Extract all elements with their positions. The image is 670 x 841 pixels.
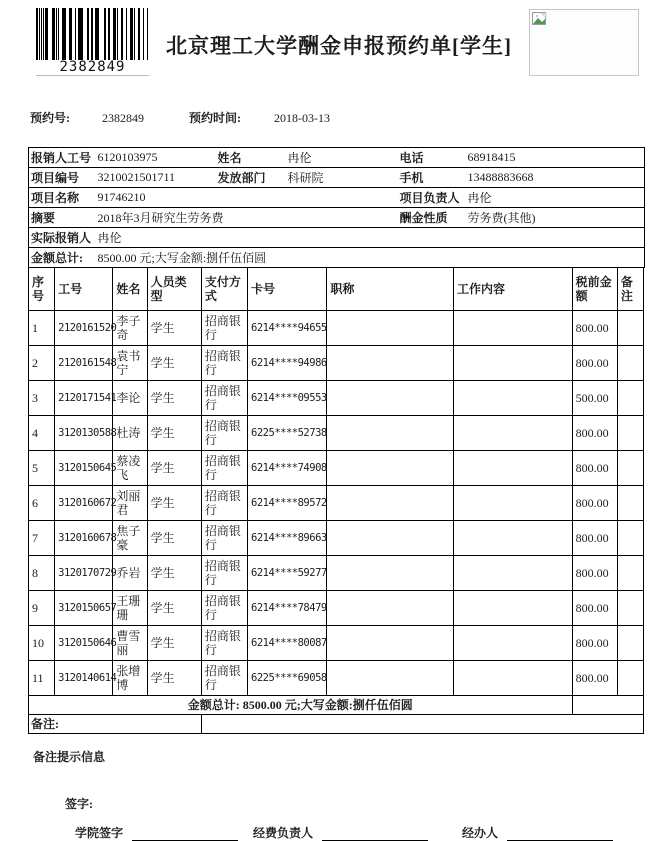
table-cell: 800.00 (572, 521, 617, 556)
table-cell: 6214****09553 (248, 381, 327, 416)
detail-table-foot (29, 696, 644, 734)
table-cell: 招商银行 (201, 346, 247, 381)
table-cell: 刘丽君 (113, 486, 147, 521)
info-value: 8500.00 元;大写金额:捌仟伍佰圆 (96, 248, 645, 268)
table-cell (617, 416, 643, 451)
table-cell: 4 (29, 416, 55, 451)
total-text: 金额总计: 8500.00 元;大写金额:捌仟伍佰圆 (29, 696, 573, 715)
info-label: 项目名称 (29, 188, 96, 208)
table-row (29, 381, 644, 416)
info-label: 姓名 (217, 151, 242, 165)
sign-line-handler (507, 827, 613, 841)
table-cell: 800.00 (572, 451, 617, 486)
table-cell (454, 661, 573, 696)
info-row (29, 188, 645, 208)
col-header-title: 职称 (327, 268, 454, 311)
info-value: 2018年3月研究生劳务费 (96, 208, 398, 228)
info-row (29, 248, 645, 268)
table-cell (327, 346, 454, 381)
table-row (29, 521, 644, 556)
col-header-amount: 税前金额 (572, 268, 617, 311)
image-placeholder (529, 9, 639, 76)
table-cell: 3120150646 (55, 626, 113, 661)
col-header-card: 卡号 (248, 268, 327, 311)
table-cell: 10 (29, 626, 55, 661)
info-label: 电话 (399, 151, 424, 165)
table-cell (454, 346, 573, 381)
table-row (29, 311, 644, 346)
info-label: 报销人工号 (31, 151, 92, 165)
table-cell: 7 (29, 521, 55, 556)
table-cell: 800.00 (572, 416, 617, 451)
info-value: 科研院 (286, 168, 398, 188)
barcode-bars-icon (36, 8, 148, 60)
info-label: 项目编号 (29, 168, 96, 188)
info-row (29, 168, 645, 188)
table-cell: 6214****59277 (248, 556, 327, 591)
info-label: 金额总计: (29, 248, 96, 268)
info-value: 6120103975 (97, 150, 158, 164)
sign-field-college: 学院签字 (75, 826, 124, 840)
table-cell (327, 661, 454, 696)
table-cell (327, 591, 454, 626)
table-cell (454, 556, 573, 591)
table-cell: 学生 (147, 626, 201, 661)
table-cell: 6214****89572 (248, 486, 327, 521)
col-header-payment: 支付方式 (201, 268, 247, 311)
table-row (29, 661, 644, 696)
table-cell: 3120160672 (55, 486, 113, 521)
sign-line-funds-owner (322, 827, 428, 841)
table-row (29, 346, 644, 381)
table-cell: 招商银行 (201, 416, 247, 451)
table-cell: 2120161548 (55, 346, 113, 381)
table-cell (617, 486, 643, 521)
table-cell: 杜涛 (113, 416, 147, 451)
table-cell: 2 (29, 346, 55, 381)
table-cell: 学生 (147, 451, 201, 486)
table-cell: 6 (29, 486, 55, 521)
table-cell (617, 381, 643, 416)
info-value: 91746210 (96, 188, 398, 208)
table-cell: 招商银行 (201, 451, 247, 486)
table-cell (454, 451, 573, 486)
table-cell (617, 591, 643, 626)
table-cell (617, 661, 643, 696)
info-value: 冉伦 (96, 228, 645, 248)
table-cell: 1 (29, 311, 55, 346)
table-cell: 李子奇 (113, 311, 147, 346)
table-cell: 800.00 (572, 486, 617, 521)
reservation-no-value: 2382849 (102, 111, 144, 125)
table-cell (617, 346, 643, 381)
table-cell: 招商银行 (201, 591, 247, 626)
reservation-line (30, 109, 670, 123)
page-header (0, 0, 670, 82)
col-header-seq: 序号 (29, 268, 55, 311)
table-cell: 乔岩 (113, 556, 147, 591)
table-cell: 学生 (147, 416, 201, 451)
sign-field-funds-owner: 经费负责人 (253, 826, 314, 840)
table-cell: 500.00 (572, 381, 617, 416)
remark-hint: 备注提示信息 (33, 750, 106, 764)
table-cell (454, 311, 573, 346)
table-cell (327, 521, 454, 556)
table-cell: 蔡凌飞 (113, 451, 147, 486)
table-cell: 6214****80087 (248, 626, 327, 661)
table-cell: 王珊珊 (113, 591, 147, 626)
table-cell: 3120130588 (55, 416, 113, 451)
sign-field-handler: 经办人 (462, 826, 499, 840)
table-cell: 800.00 (572, 346, 617, 381)
table-cell: 800.00 (572, 626, 617, 661)
table-cell (454, 591, 573, 626)
table-cell: 6214****89663 (248, 521, 327, 556)
table-cell (617, 451, 643, 486)
barcode (36, 8, 149, 76)
table-cell (617, 521, 643, 556)
table-cell (327, 626, 454, 661)
table-cell: 8 (29, 556, 55, 591)
table-cell (327, 416, 454, 451)
col-header-remark: 备注 (617, 268, 643, 311)
table-cell (454, 381, 573, 416)
table-cell (454, 521, 573, 556)
table-row (29, 591, 644, 626)
table-cell (327, 451, 454, 486)
info-row (29, 228, 645, 248)
table-cell (454, 626, 573, 661)
info-value: 3210021501711 (96, 168, 216, 188)
table-cell: 800.00 (572, 591, 617, 626)
table-cell: 6214****74908 (248, 451, 327, 486)
table-cell: 5 (29, 451, 55, 486)
table-cell (454, 486, 573, 521)
sign-line-college (132, 827, 238, 841)
table-cell: 招商银行 (201, 486, 247, 521)
table-cell: 800.00 (572, 556, 617, 591)
total-row (29, 696, 644, 715)
table-row (29, 451, 644, 486)
remark-label: 备注: (29, 715, 202, 734)
table-cell: 学生 (147, 591, 201, 626)
table-cell (327, 486, 454, 521)
table-cell (617, 556, 643, 591)
table-cell: 曹雪丽 (113, 626, 147, 661)
info-row (29, 148, 645, 168)
reservation-time-label: 预约时间: (189, 111, 241, 125)
header-row (29, 268, 644, 311)
table-cell: 800.00 (572, 311, 617, 346)
info-label: 实际报销人 (29, 228, 96, 248)
sign-label: 签字: (65, 797, 93, 811)
table-cell: 袁书宁 (113, 346, 147, 381)
detail-table-body (29, 311, 644, 696)
table-cell: 招商银行 (201, 556, 247, 591)
sign-row (75, 824, 670, 841)
table-cell: 3120140614 (55, 661, 113, 696)
info-value: 冉伦 (466, 188, 645, 208)
table-cell: 6225****52738 (248, 416, 327, 451)
info-label: 摘要 (29, 208, 96, 228)
page-title: 北京理工大学酬金申报预约单[学生] (166, 34, 512, 58)
table-cell: 招商银行 (201, 521, 247, 556)
info-label: 项目负责人 (398, 188, 466, 208)
table-cell: 张增博 (113, 661, 147, 696)
table-cell (454, 416, 573, 451)
col-header-id: 工号 (55, 268, 113, 311)
table-cell (617, 626, 643, 661)
table-cell: 李论 (113, 381, 147, 416)
table-cell: 800.00 (572, 661, 617, 696)
info-value: 劳务费(其他) (466, 208, 645, 228)
table-cell: 学生 (147, 486, 201, 521)
total-empty-cell (572, 696, 643, 715)
table-row (29, 556, 644, 591)
table-cell: 11 (29, 661, 55, 696)
table-cell (327, 556, 454, 591)
info-value: 68918415 (467, 150, 516, 164)
table-cell: 6225****69058 (248, 661, 327, 696)
table-cell: 3120170729 (55, 556, 113, 591)
table-cell: 6214****94986 (248, 346, 327, 381)
reservation-no-label: 预约号: (30, 111, 70, 125)
detail-table-head (29, 268, 644, 311)
table-row (29, 626, 644, 661)
info-label: 手机 (398, 168, 466, 188)
table-cell: 9 (29, 591, 55, 626)
table-row (29, 416, 644, 451)
table-cell: 学生 (147, 661, 201, 696)
broken-image-icon (532, 12, 548, 26)
table-cell: 学生 (147, 381, 201, 416)
col-header-work: 工作内容 (454, 268, 573, 311)
table-cell: 6214****94655 (248, 311, 327, 346)
table-cell: 3120150645 (55, 451, 113, 486)
table-cell (327, 311, 454, 346)
table-cell: 学生 (147, 346, 201, 381)
table-cell: 招商银行 (201, 661, 247, 696)
table-cell: 3120150657 (55, 591, 113, 626)
remark-row (29, 715, 644, 734)
info-value: 13488883668 (466, 168, 645, 188)
info-row (29, 208, 645, 228)
col-header-name: 姓名 (113, 268, 147, 311)
table-cell: 2120171541 (55, 381, 113, 416)
info-table (28, 147, 645, 268)
col-header-type: 人员类型 (147, 268, 201, 311)
table-cell: 学生 (147, 311, 201, 346)
table-row (29, 486, 644, 521)
table-cell: 招商银行 (201, 381, 247, 416)
info-label: 酬金性质 (398, 208, 466, 228)
info-label: 发放部门 (216, 168, 286, 188)
table-cell (327, 381, 454, 416)
detail-table (28, 267, 644, 734)
table-cell: 学生 (147, 521, 201, 556)
table-cell: 招商银行 (201, 626, 247, 661)
table-cell: 焦子豪 (113, 521, 147, 556)
remark-empty-cell (201, 715, 643, 734)
table-cell (617, 311, 643, 346)
table-cell: 招商银行 (201, 311, 247, 346)
barcode-number: 2382849 (36, 60, 149, 76)
table-cell: 3120160678 (55, 521, 113, 556)
table-cell: 2120161520 (55, 311, 113, 346)
table-cell: 学生 (147, 556, 201, 591)
table-cell: 6214****78479 (248, 591, 327, 626)
info-value: 冉伦 (287, 151, 312, 165)
table-cell: 3 (29, 381, 55, 416)
reservation-time-value: 2018-03-13 (274, 111, 330, 125)
